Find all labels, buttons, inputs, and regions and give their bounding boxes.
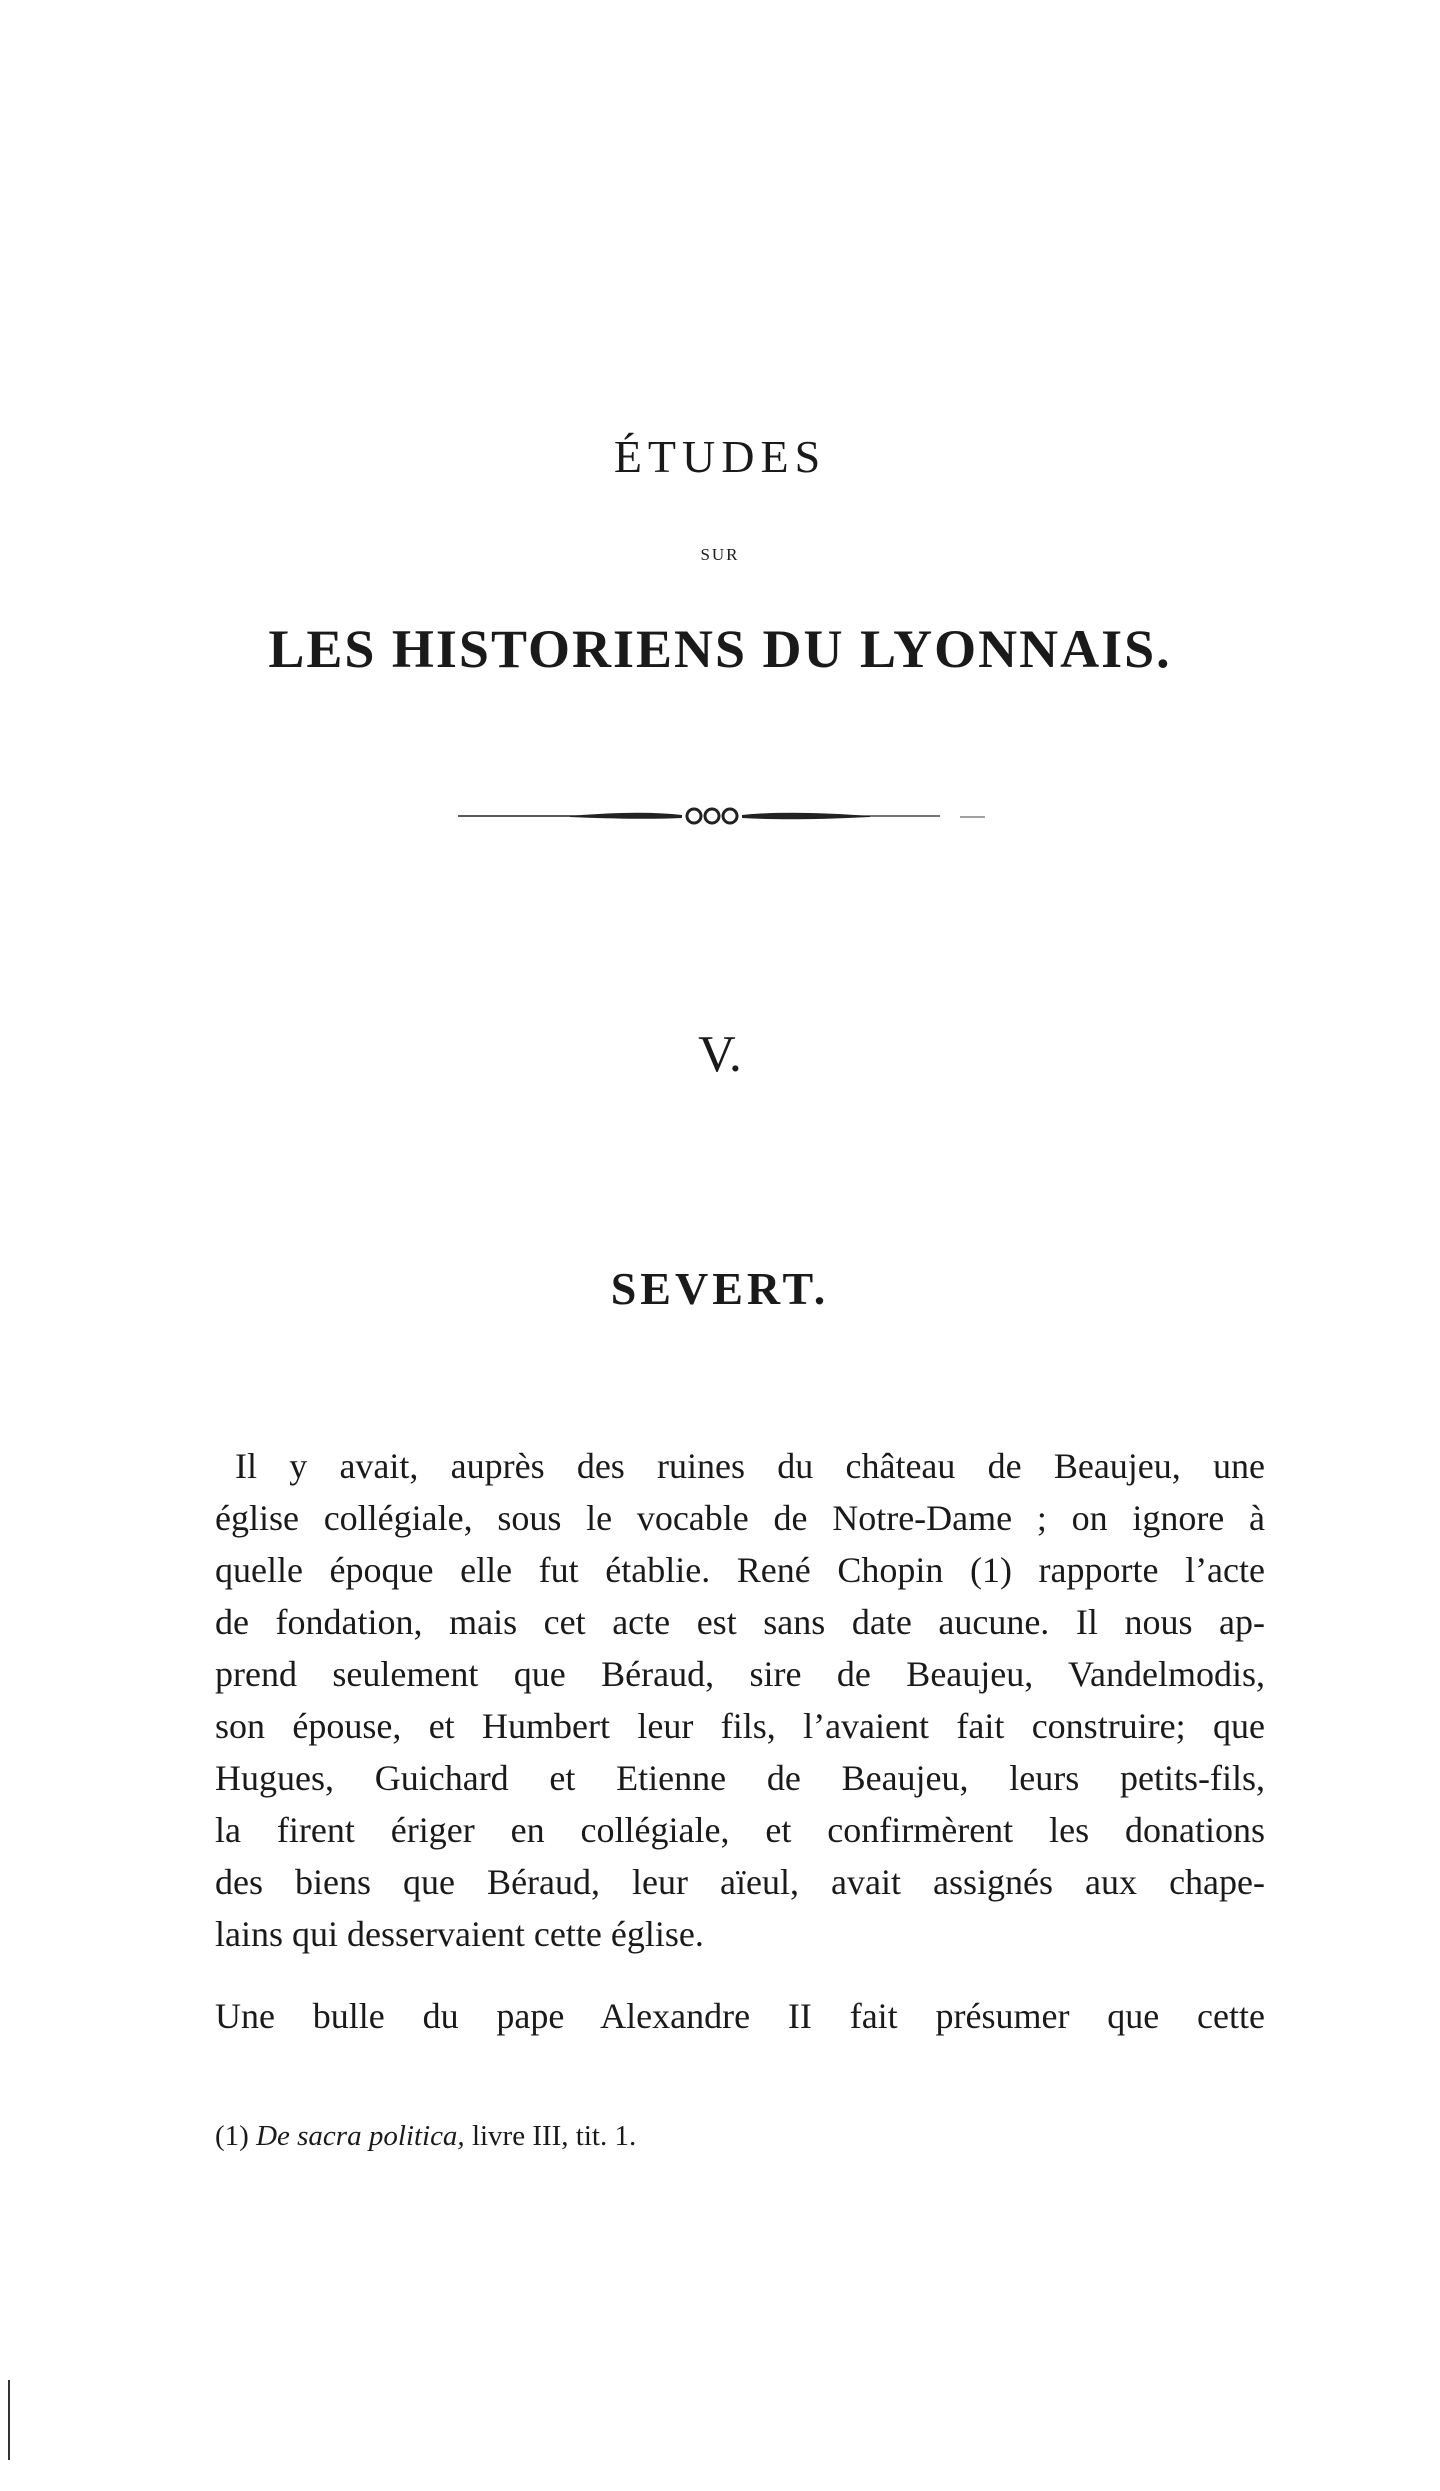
text-line: Hugues, Guichard et Etienne de Beaujeu, leurs petits-fils, bbox=[215, 1758, 1265, 1798]
text-line: quelle époque elle fut établie. René Chopin (1) rapporte l’acte bbox=[215, 1550, 1265, 1590]
text-line: la firent ériger en collégiale, et confirmèrent les donations bbox=[215, 1810, 1265, 1850]
chapter-number: V. bbox=[698, 1026, 742, 1083]
text-line: lains qui desservaient cette église. bbox=[215, 1914, 704, 1954]
text-line: son épouse, et Humbert leur fils, l’avaient fait construire; que bbox=[215, 1706, 1265, 1746]
text-line: église collégiale, sous le vocable de Notre-Dame ; on ignore à bbox=[215, 1498, 1265, 1538]
paragraph-2 bbox=[215, 1990, 1265, 2042]
text-line: prend seulement que Béraud, sire de Beaujeu, Vandelmodis, bbox=[215, 1654, 1265, 1694]
text-line: de fondation, mais cet acte est sans date aucune. Il nous ap- bbox=[215, 1602, 1265, 1642]
heading-sur: SUR bbox=[700, 545, 740, 564]
footnote bbox=[215, 2120, 636, 2153]
footnote-marker: (1) bbox=[215, 2120, 249, 2152]
footnote-title: De sacra politica, bbox=[256, 2120, 465, 2152]
ornament-divider-icon bbox=[450, 800, 990, 830]
text-line: des biens que Béraud, leur aïeul, avait assignés aux chape- bbox=[215, 1862, 1265, 1902]
footnote-reference: livre III, tit. 1. bbox=[471, 2120, 637, 2152]
text-line: Il y avait, auprès des ruines du château de Beaujeu, une bbox=[235, 1446, 1265, 1486]
paragraph-1 bbox=[215, 1440, 1265, 1960]
text-line: Une bulle du pape Alexandre II fait présumer que cette bbox=[215, 1996, 1265, 2036]
chapter-title: SEVERT. bbox=[610, 1263, 830, 1314]
margin-mark bbox=[8, 2380, 10, 2460]
page-title: LES HISTORIENS DU LYONNAIS. bbox=[268, 619, 1172, 679]
heading-etudes: ÉTUDES bbox=[613, 431, 827, 482]
